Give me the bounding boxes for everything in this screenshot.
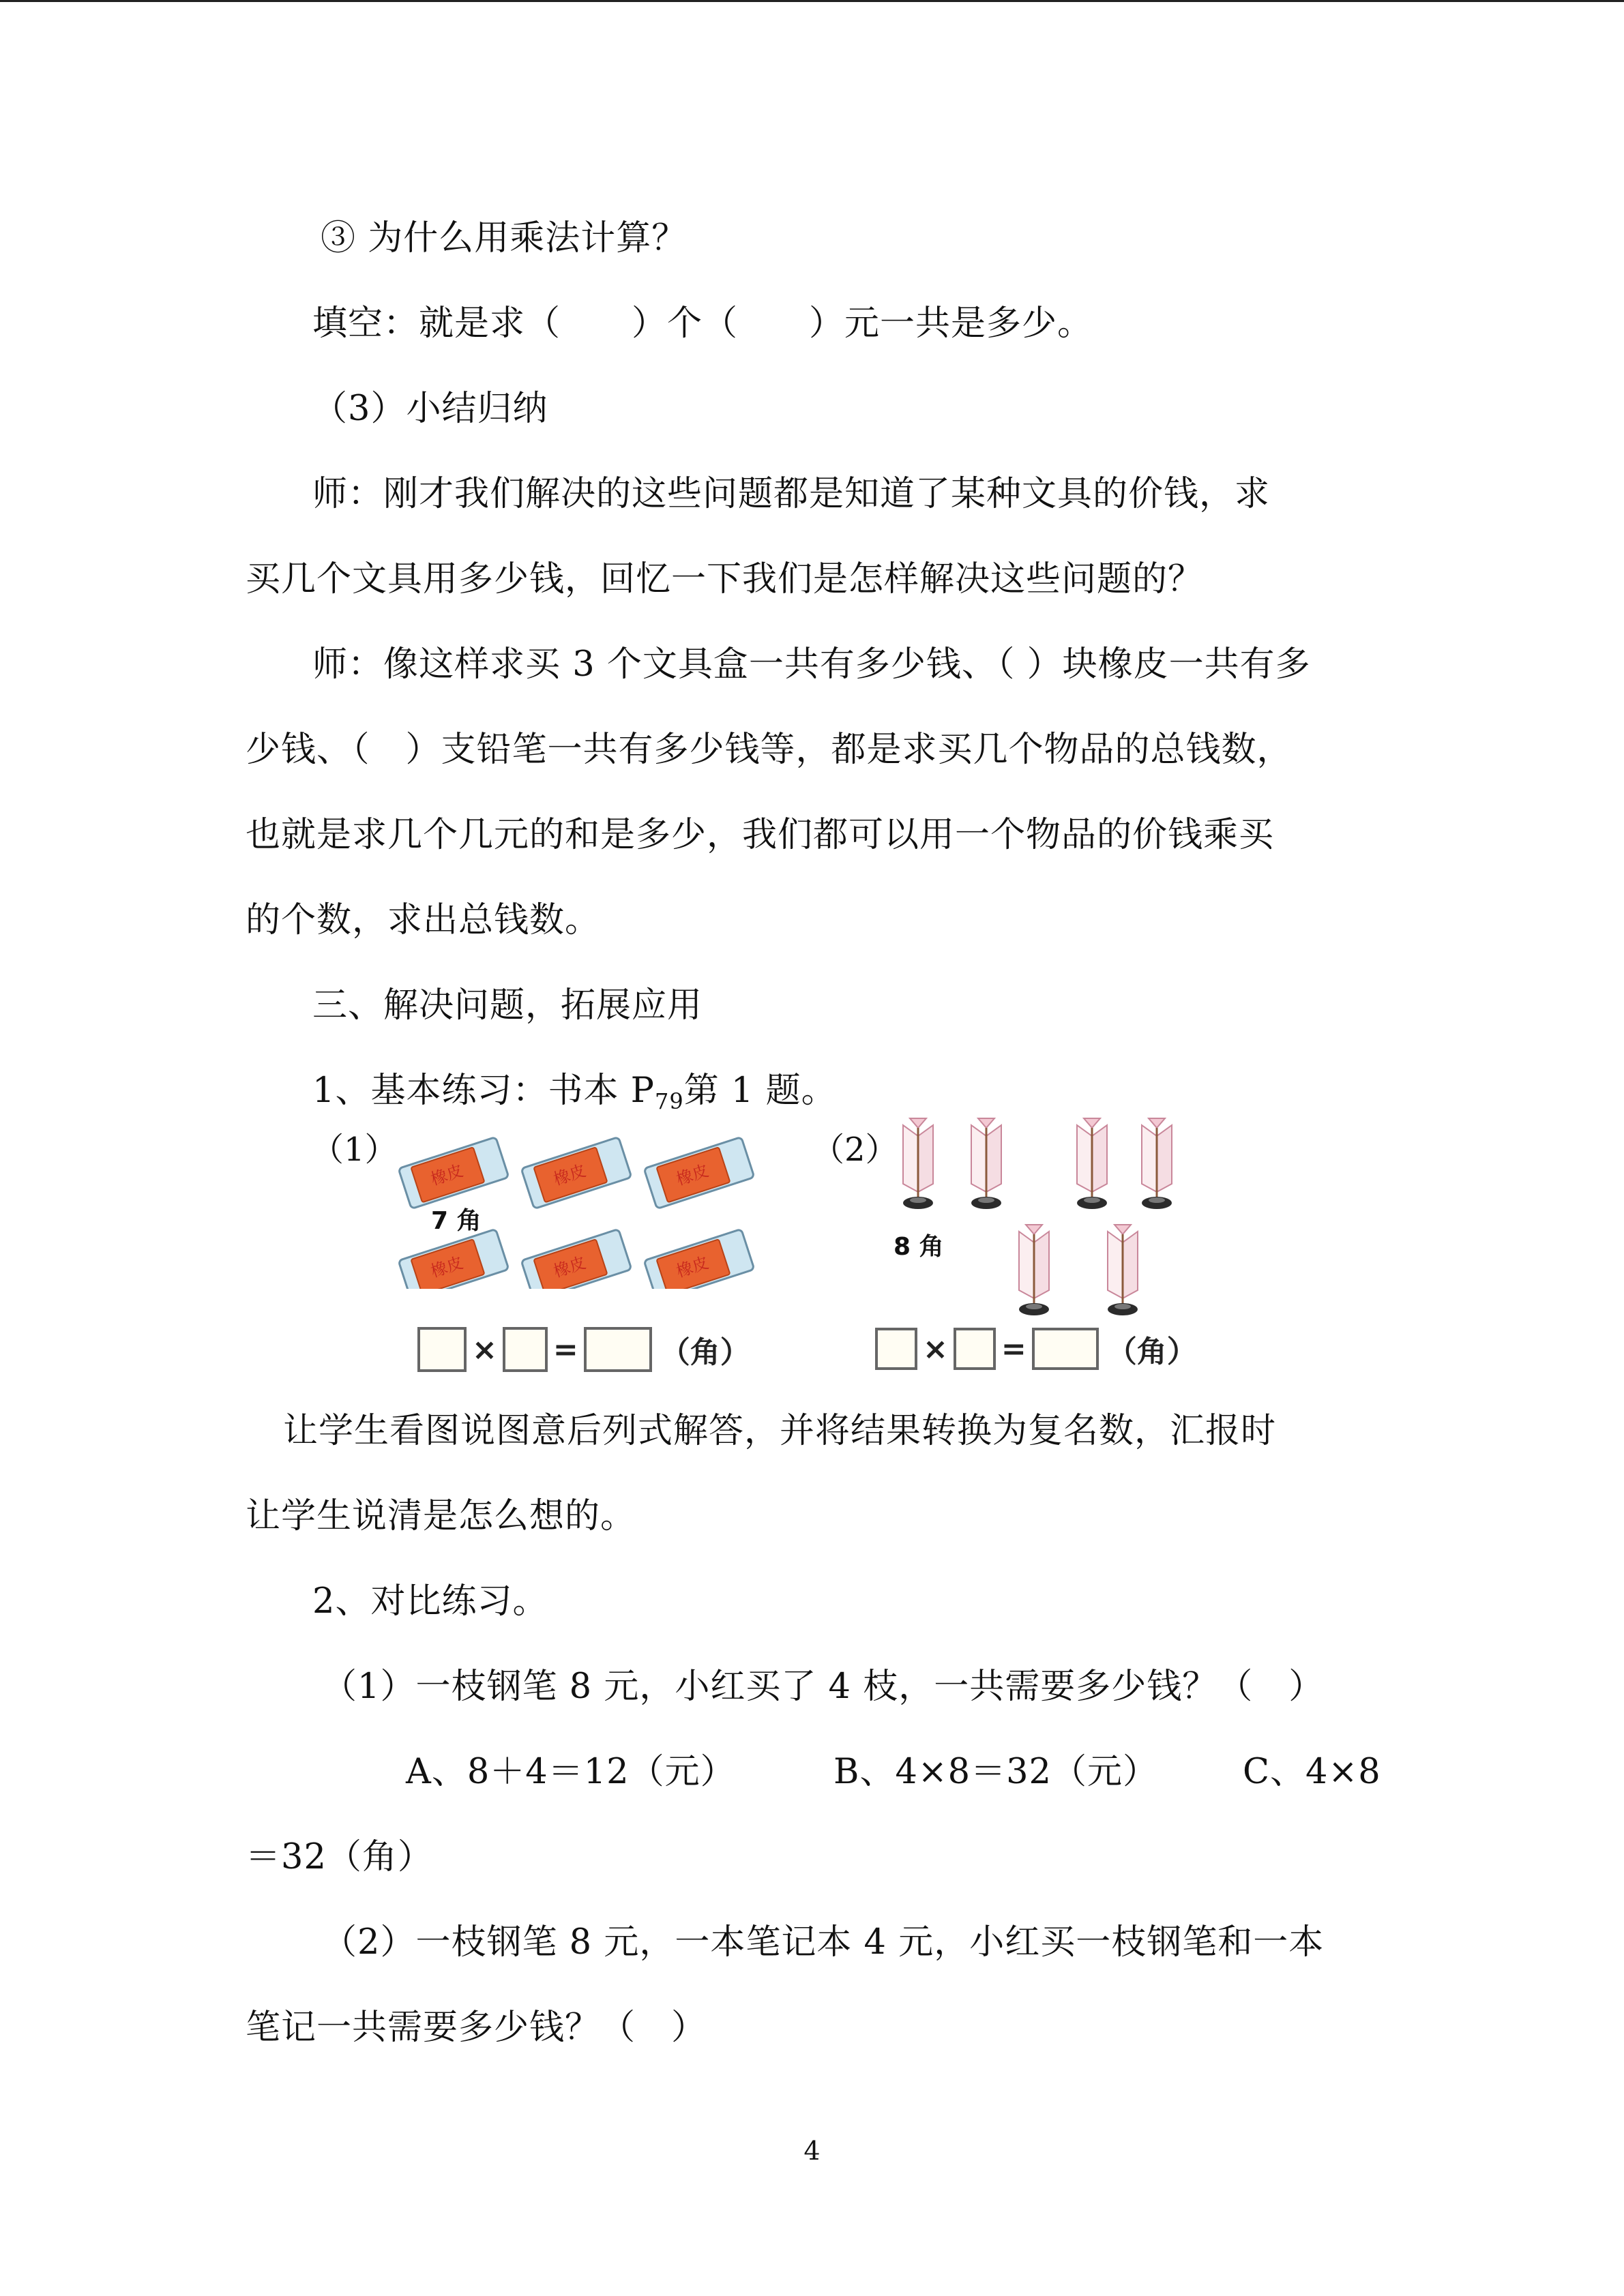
pinwheel-icon: [1108, 1225, 1138, 1315]
paragraph-line: 少钱、（ ）支铅笔一共有多少钱等，都是求买几个物品的总钱数，: [246, 730, 1293, 770]
page-ref-subscript: 79: [654, 1088, 684, 1114]
pinwheel-icon: [1077, 1118, 1107, 1209]
question-1: （1）一枝钢笔 8 元，小红买了 4 枝，一共需要多少钱？（ ）: [322, 1667, 1325, 1707]
pinwheel-icon: [903, 1118, 933, 1209]
paragraph-line: 的个数，求出总钱数。: [246, 900, 601, 940]
times-sign: ×: [472, 1332, 497, 1367]
answer-box: [584, 1327, 652, 1372]
page-number: 4: [803, 2136, 821, 2166]
exercise-2-heading: 2、对比练习。: [312, 1581, 548, 1622]
top-border: [0, 0, 1624, 2]
paragraph-line: 让学生看图说图意后列式解答，并将结果转换为复名数，汇报时: [283, 1411, 1277, 1451]
paragraph-line: 师：像这样求买 3 个文具盒一共有多少钱、（ ）块橡皮一共有多: [312, 644, 1311, 685]
pinwheel-icon: [971, 1118, 1001, 1209]
paragraph-line: 也就是求几个几元的和是多少，我们都可以用一个物品的价钱乘买: [246, 815, 1275, 855]
price-label-pinwheel: 8 角: [894, 1233, 944, 1261]
eraser-label: 橡皮: [674, 1253, 711, 1281]
figure-1-label: （1）: [311, 1131, 398, 1169]
answer-box: [417, 1327, 467, 1372]
answer-box: [875, 1328, 917, 1370]
section-summary-heading: （3）小结归纳: [312, 389, 548, 429]
times-sign: ×: [923, 1331, 948, 1367]
exercise-1-heading: [312, 1069, 837, 1123]
answer-box: [503, 1327, 548, 1372]
eraser-label: 橡皮: [551, 1253, 589, 1281]
option-b: B、4×8＝32（元）: [833, 1752, 1159, 1792]
equals-sign: =: [1001, 1331, 1027, 1367]
equation-1: [417, 1327, 750, 1372]
equation-2: [875, 1327, 1197, 1371]
exercise-1-suffix: 第 1 题。: [683, 1071, 837, 1111]
answer-box: [1032, 1328, 1099, 1370]
paragraph-line: 买几个文具用多少钱，回忆一下我们是怎样解决这些问题的？: [246, 559, 1204, 599]
paragraph-line: 师：刚才我们解决的这些问题都是知道了某种文具的价钱，求: [312, 474, 1271, 514]
pinwheel-icon: [1142, 1118, 1172, 1209]
fill-blank-line: 填空：就是求（ ）个（ ）元一共是多少。: [312, 303, 1093, 344]
exercise-1-prefix: 1、基本练习：书本 P: [312, 1071, 655, 1111]
question-2-continued: 笔记一共需要多少钱？（ ）: [246, 2008, 707, 2048]
section-heading: 三、解决问题，拓展应用: [312, 985, 703, 1026]
option-c-continued: ＝32（角）: [246, 1837, 433, 1877]
pinwheel-icon: [1019, 1225, 1049, 1315]
price-label-eraser: 7 角: [431, 1207, 482, 1235]
eraser-label: 橡皮: [428, 1161, 466, 1189]
option-c: C、4×8: [1243, 1752, 1381, 1792]
answer-box: [954, 1328, 996, 1370]
figure-pinwheels: [880, 1116, 1180, 1320]
pinwheel-illustration: [880, 1116, 1180, 1320]
question-3: ③ 为什么用乘法计算？: [321, 218, 688, 258]
figure-2-label: （2）: [812, 1131, 898, 1169]
option-a: A、8＋4＝12（元）: [406, 1752, 736, 1792]
unit-label: （角）: [1106, 1335, 1197, 1369]
unit-label: （角）: [660, 1335, 750, 1370]
eraser-label: 橡皮: [428, 1253, 466, 1281]
eraser-label: 橡皮: [674, 1161, 711, 1189]
question-2: （2）一枝钢笔 8 元，一本笔记本 4 元，小红买一枝钢笔和一本: [322, 1922, 1325, 1963]
paragraph-line: 让学生说清是怎么想的。: [246, 1496, 636, 1536]
eraser-label: 橡皮: [551, 1161, 589, 1189]
equals-sign: =: [552, 1332, 578, 1367]
